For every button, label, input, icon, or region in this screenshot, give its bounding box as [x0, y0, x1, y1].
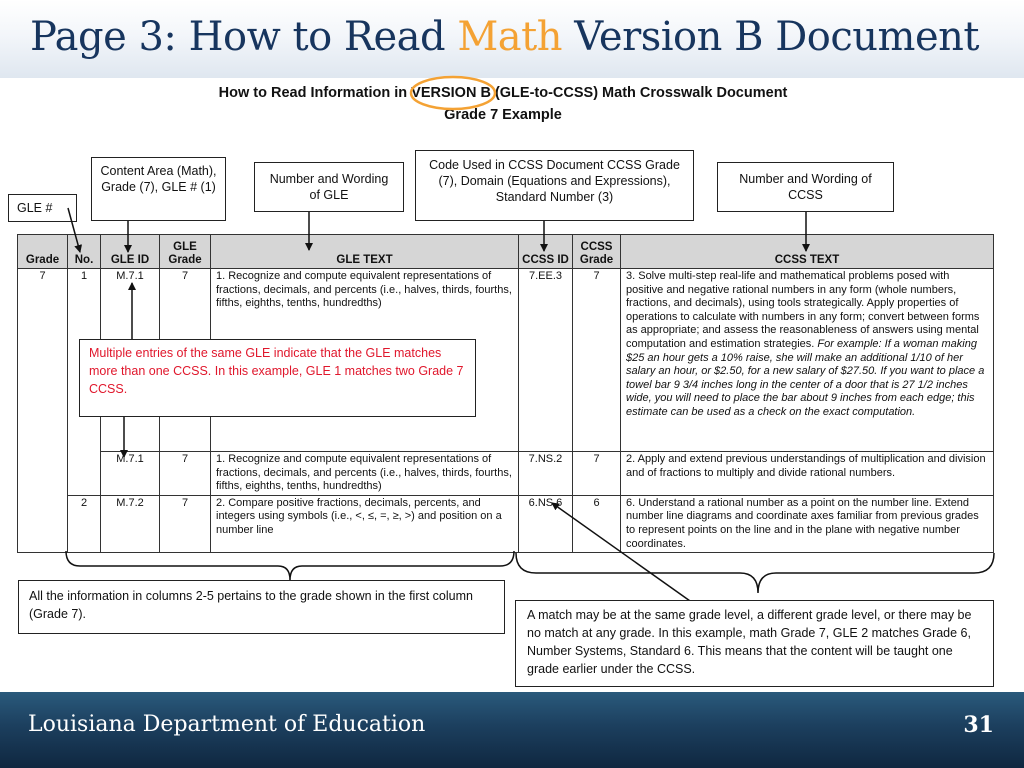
cell-grade: 7: [18, 269, 68, 452]
cell-no: 1: [68, 269, 101, 452]
callout-gle-wording: Number and Wording of GLE: [254, 162, 404, 212]
document-subheading: Grade 7 Example: [444, 107, 562, 123]
cell-ccss-text: [621, 269, 994, 452]
cell-ccss-id: 7.NS.2: [519, 452, 573, 496]
note-multiple-entries: Multiple entries of the same GLE indicate that the GLE matches more than one CCSS. In this example, GLE 1 matches two Grade 7 CCSS.: [79, 339, 476, 417]
slide-footer: [0, 692, 1024, 768]
note-match-info: A match may be at the same grade level, a different grade level, or there may be no match at any grade. In this example, math Grade 7, GLE 2 matches Grade 6, Number Systems, Standard 6. This means that the content will be taught one grade earlier under the CCSS.: [515, 600, 994, 687]
cell-gle-grade: 7: [160, 452, 211, 496]
cell-gle-text: 1. Recognize and compute equivalent representations of fractions, decimals, and percents (i.e., halves, thirds, fourths, fifths, eighths, tenths, hundredths): [211, 452, 519, 496]
header-grade: Grade: [18, 235, 68, 269]
cell-gle-grade: 7: [160, 495, 211, 552]
title-accent: Math: [457, 14, 562, 60]
footer-organization: Louisiana Department of Education: [28, 712, 426, 737]
ccss-standard-text: 3. Solve multi-step real-life and mathematical problems posed with positive and negative rational numbers in any form (whole numbers, fractions, and decimals), using tools strategically. Apply properties of operations to calculate with numbers in any form; convert between forms as appropriate; and assess the reasonableness of answers using mental computation and estimation strategies.: [626, 270, 980, 350]
cell-gle-grade: 7: [160, 269, 211, 452]
cell-ccss-id: 6.NS.6: [519, 495, 573, 552]
callout-content-area: Content Area (Math), Grade (7), GLE # (1): [91, 157, 226, 221]
header-gle-grade: GLE Grade: [160, 235, 211, 269]
cell-ccss-text: 2. Apply and extend previous understandings of multiplication and division and of fractions to multiply and divide rational numbers.: [621, 452, 994, 496]
cell-ccss-grade: 6: [573, 495, 621, 552]
cell-no: 2: [68, 495, 101, 552]
header-ccss-grade: CCSS Grade: [573, 235, 621, 269]
header-ccss-id: CCSS ID: [519, 235, 573, 269]
cell-ccss-grade: 7: [573, 269, 621, 452]
slide-title: Page 3: How to Read Math Version B Document: [30, 14, 979, 60]
cell-gle-id: M.7.1: [101, 452, 160, 496]
cell-grade: [18, 495, 68, 552]
cell-gle-id: M.7.2: [101, 495, 160, 552]
cell-gle-text: 2. Compare positive fractions, decimals, percents, and integers using symbols (i.e., <, ≤, =, ≥, >) and position on a number line: [211, 495, 519, 552]
cell-ccss-grade: 7: [573, 452, 621, 496]
table-header-row: [18, 235, 994, 269]
cell-ccss-text: 6. Understand a rational number as a point on the number line. Extend number line diagrams and coordinate axes familiar from previous grades to represent points on the line and in the plane with negative number coordinates.: [621, 495, 994, 552]
callout-ccss-wording: Number and Wording of CCSS: [717, 162, 894, 212]
header-gle-text: GLE TEXT: [211, 235, 519, 269]
callout-ccss-code: Code Used in CCSS Document CCSS Grade (7), Domain (Equations and Expressions), Standard Number (3): [415, 150, 694, 221]
brace-ccss-columns: [516, 553, 994, 593]
page-number: 31: [963, 712, 994, 738]
cell-ccss-id: 7.EE.3: [519, 269, 573, 452]
document-heading: How to Read Information in VERSION B (GLE-to-CCSS) Math Crosswalk Document: [218, 85, 788, 101]
slide-header: [0, 0, 1024, 78]
cell-gle-text: 1. Recognize and compute equivalent representations of fractions, decimals, and percents (i.e., halves, thirds, fourths, fifths, eighths, tenths, hundredths): [211, 269, 519, 452]
table-row: [18, 495, 994, 552]
note-columns-info: All the information in columns 2-5 pertains to the grade shown in the first column (Grade 7).: [18, 580, 505, 634]
header-ccss-text: CCSS TEXT: [621, 235, 994, 269]
callout-gle-number: GLE #: [8, 194, 77, 222]
cell-no: [68, 452, 101, 496]
ccss-example-text: For example: If a woman making $25 an hour gets a 10% raise, she will make an additional 1/10 of her salary an hour, or $2.50, for a new salary of $27.50. If you want to place a towel bar 9 3/4 inches long in the center of a door that is 27 1/2 inches wide, you will need to place the bar about 9 inches from each edge; this estimate can be used as a check on the exact computation.: [626, 337, 985, 418]
cell-gle-id: M.7.1: [101, 269, 160, 452]
header-gle-id: GLE ID: [101, 235, 160, 269]
header-no: No.: [68, 235, 101, 269]
table-row: [18, 452, 994, 496]
cell-grade: [18, 452, 68, 496]
brace-columns-2-5: [66, 551, 514, 580]
